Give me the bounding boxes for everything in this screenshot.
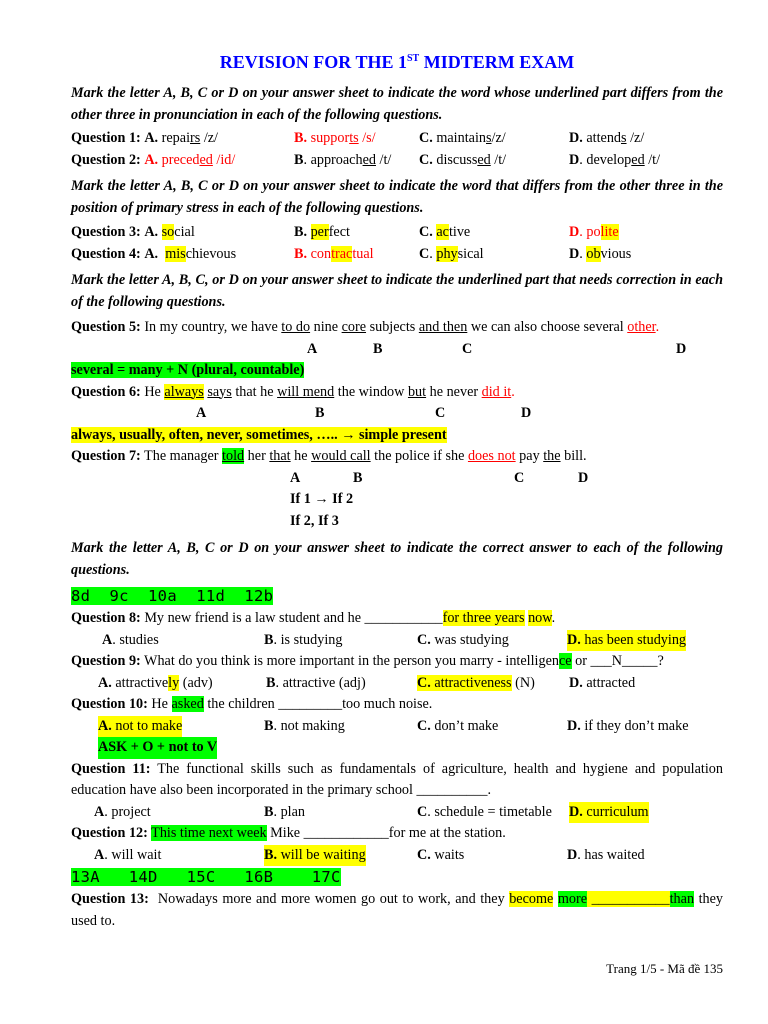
answer-letter: C bbox=[462, 340, 473, 357]
instruction-correct-answer: Mark the letter A, B, C or D on your answer sheet to indicate the correct answer to each of the following questions. bbox=[71, 540, 723, 578]
answer-letter: A bbox=[307, 340, 318, 357]
question-text: nine bbox=[310, 319, 342, 335]
option-text: tive bbox=[448, 224, 471, 240]
option-letter: C. bbox=[417, 846, 431, 863]
option-text: sical bbox=[457, 245, 484, 262]
highlighted-text: asked bbox=[171, 696, 204, 712]
option-text: chievous bbox=[185, 245, 237, 262]
highlighted-text: ly bbox=[168, 674, 180, 691]
question-text: Nowadays more and more women go out to work, and they bbox=[148, 891, 510, 907]
question-text: ___________ bbox=[587, 891, 670, 907]
option-text: . is studying bbox=[273, 631, 343, 648]
option-text: . bbox=[429, 245, 437, 262]
question-label: Question 6: bbox=[71, 383, 141, 400]
option-letter: A. bbox=[144, 245, 166, 262]
question-text: or ___N_____? bbox=[571, 653, 664, 669]
underlined-part: ts bbox=[349, 130, 359, 146]
question-5 bbox=[71, 317, 723, 339]
question-text: He bbox=[147, 696, 172, 712]
option-letter: B bbox=[264, 631, 274, 648]
option-letter: A. bbox=[98, 717, 112, 734]
question-text: he never bbox=[426, 383, 482, 400]
underlined-part: told bbox=[222, 448, 245, 464]
option-letter: B bbox=[294, 151, 304, 168]
option-text: . has waited bbox=[577, 846, 645, 863]
option-letter: A bbox=[94, 803, 105, 820]
question-text: In my country, we have bbox=[140, 319, 282, 335]
option-letter: D bbox=[567, 846, 578, 863]
option-text: . will wait bbox=[104, 846, 162, 863]
highlighted-text: become bbox=[509, 891, 554, 907]
option-text: /t/ bbox=[490, 151, 507, 168]
option-text: . studies bbox=[112, 631, 159, 648]
underlined-part: ed bbox=[631, 151, 645, 168]
answer-key-2 bbox=[71, 866, 723, 889]
option-letter: D. bbox=[569, 803, 583, 820]
option-text: . po bbox=[579, 224, 601, 240]
underlined-part: s bbox=[621, 130, 627, 146]
question-text: The functional skills such as fundamentals of agriculture, health and hygiene and population education have also been incorporated in the primary school __________. bbox=[71, 760, 723, 798]
question-text: the window bbox=[334, 383, 408, 400]
option-text: waits bbox=[430, 846, 465, 863]
question-10 bbox=[71, 694, 723, 716]
highlighted-syllable: trac bbox=[331, 245, 353, 262]
option-text: cial bbox=[174, 224, 195, 240]
option-letter: D. bbox=[567, 631, 581, 648]
highlighted-syllable: mis bbox=[165, 245, 186, 262]
highlighted-syllable: ac bbox=[436, 224, 449, 240]
option-letter: B. bbox=[294, 130, 308, 146]
question-text: the police if she bbox=[370, 448, 468, 464]
option-letter: B. bbox=[294, 224, 311, 240]
option-letter: D. bbox=[569, 130, 583, 146]
question-label: Question 9: bbox=[71, 653, 141, 669]
option-text: /id/ bbox=[212, 151, 236, 168]
answer-letter: B bbox=[315, 405, 325, 421]
option-text: /s/ bbox=[358, 130, 376, 146]
option-text: curriculum bbox=[582, 803, 649, 820]
option-letter: C. bbox=[417, 717, 431, 734]
question-label: Question 1: bbox=[71, 130, 141, 146]
highlighted-syllable: per bbox=[310, 224, 329, 240]
highlighted-text: ce bbox=[558, 653, 572, 669]
option-text: . not making bbox=[273, 717, 345, 734]
question-label: Question 2: bbox=[71, 151, 141, 168]
option-text: . plan bbox=[273, 803, 305, 820]
option-letter: B bbox=[264, 803, 274, 820]
option-letter: B. bbox=[264, 846, 278, 863]
title-text-end: MIDTERM EXAM bbox=[419, 52, 575, 72]
option-text: . attractive (adj) bbox=[275, 674, 366, 691]
question-text: . bbox=[551, 610, 556, 626]
option-text: preced bbox=[158, 151, 200, 168]
option-text: . schedule = timetable bbox=[427, 803, 552, 820]
option-text: /t/ bbox=[644, 151, 661, 168]
option-letter: C bbox=[417, 803, 428, 820]
underlined-part: ed bbox=[362, 151, 376, 168]
option-text: vious bbox=[600, 245, 632, 262]
question-text: Mike ____________for me at the station. bbox=[266, 825, 506, 841]
option-text: . develop bbox=[579, 151, 632, 168]
answer-letter: A bbox=[196, 405, 207, 421]
option-letter: A. bbox=[144, 224, 162, 240]
grammar-note: several = many + N (plural, countable) bbox=[71, 362, 305, 378]
option-text: maintain bbox=[432, 130, 486, 146]
question-text: subjects bbox=[366, 319, 419, 335]
question-label: Question 8: bbox=[71, 610, 141, 626]
answer-letter: D bbox=[521, 405, 532, 421]
option-text: . approach bbox=[303, 151, 363, 168]
question-13 bbox=[71, 889, 723, 932]
highlighted-syllable: so bbox=[161, 224, 175, 240]
option-letter: A. bbox=[144, 130, 159, 146]
answer-letter: B bbox=[373, 340, 383, 357]
option-text: (N) bbox=[511, 674, 535, 691]
option-text: discuss bbox=[432, 151, 478, 168]
highlighted-syllable: ob bbox=[586, 245, 601, 262]
option-letter: D bbox=[569, 245, 580, 262]
question-text: he bbox=[290, 448, 312, 464]
answer-letter: D bbox=[676, 340, 687, 357]
highlighted-text: for three years bbox=[442, 610, 525, 626]
option-letter: C. bbox=[417, 631, 431, 648]
option-letter: D bbox=[569, 151, 580, 168]
option-text: attractive bbox=[111, 674, 169, 691]
option-letter: B bbox=[266, 674, 276, 691]
question-text: . bbox=[655, 319, 660, 335]
question-8 bbox=[71, 608, 723, 630]
question-6-letters bbox=[71, 403, 723, 425]
answer-letter: C bbox=[435, 405, 446, 421]
underlined-part: and then bbox=[418, 319, 468, 335]
question-7-letters bbox=[71, 468, 723, 490]
option-text: /z/ bbox=[491, 130, 506, 146]
note-10 bbox=[71, 737, 723, 759]
underlined-part: that bbox=[269, 448, 291, 464]
question-label: Question 4: bbox=[71, 245, 141, 262]
option-text: attracted bbox=[582, 674, 636, 691]
underlined-part: always bbox=[164, 383, 204, 400]
question-text: bill. bbox=[560, 448, 587, 464]
underlined-part: s bbox=[486, 130, 492, 146]
underlined-part: but bbox=[407, 383, 427, 400]
underlined-part: the bbox=[543, 448, 561, 464]
option-letter: C. bbox=[419, 151, 433, 168]
question-text: they used to. bbox=[71, 891, 724, 929]
highlighted-syllable: lite bbox=[600, 224, 619, 240]
question-7 bbox=[71, 446, 723, 468]
option-text: repai bbox=[158, 130, 191, 146]
option-text: . bbox=[579, 245, 587, 262]
highlighted-syllable: phy bbox=[436, 245, 458, 262]
underlined-part: did it bbox=[481, 383, 512, 400]
note-7b bbox=[71, 511, 723, 533]
grammar-note: ASK + O + not to V bbox=[98, 737, 217, 759]
underlined-part: ed bbox=[477, 151, 491, 168]
underlined-part: ed bbox=[199, 151, 213, 168]
option-text: was studying bbox=[430, 631, 509, 648]
answer-letter: C bbox=[514, 469, 525, 486]
question-5-letters bbox=[71, 339, 723, 361]
note-6 bbox=[71, 425, 723, 447]
question-9-options bbox=[71, 673, 723, 695]
question-text: that he bbox=[231, 383, 278, 400]
question-label: Question 10: bbox=[71, 696, 148, 712]
option-text: /z/ bbox=[626, 130, 645, 146]
question-12-options bbox=[71, 845, 723, 867]
instruction-pronunciation: Mark the letter A, B, C or D on your answer sheet to indicate the word whose underlined part differs from the other three in pronunciation in each of the following questions. bbox=[71, 85, 723, 123]
option-text: don’t make bbox=[430, 717, 499, 734]
answer-key-1 bbox=[71, 585, 723, 608]
option-letter: C. bbox=[419, 224, 437, 240]
underlined-part: to do bbox=[281, 319, 311, 335]
answer-key: 8d 9c 10a 11d 12b bbox=[71, 587, 274, 605]
question-11 bbox=[71, 759, 723, 802]
page-title bbox=[71, 52, 723, 73]
instruction-stress: Mark the letter A, B, C or D on your answer sheet to indicate the word that differs from the other three in the position of primary stress in each of the following questions. bbox=[71, 178, 723, 216]
highlighted-text: now bbox=[528, 610, 552, 626]
option-text: con bbox=[307, 245, 332, 262]
underlined-part: rs bbox=[190, 130, 201, 146]
answer-letter: A bbox=[290, 469, 301, 486]
option-letter: A. bbox=[144, 151, 159, 168]
question-8-options bbox=[71, 630, 723, 652]
question-label: Question 5: bbox=[71, 319, 141, 335]
option-letter: D bbox=[569, 224, 580, 240]
question-4 bbox=[71, 244, 723, 266]
question-label: Question 7: bbox=[71, 448, 141, 464]
question-text: . bbox=[511, 383, 515, 400]
grammar-note: If 1 → If 2 bbox=[290, 491, 354, 507]
option-letter: B. bbox=[294, 245, 308, 262]
option-text: /t/ bbox=[375, 151, 392, 168]
title-text: REVISION FOR THE 1 bbox=[219, 52, 407, 72]
option-letter: C. bbox=[417, 674, 431, 691]
question-1 bbox=[71, 128, 723, 150]
answer-letter: B bbox=[353, 469, 363, 486]
question-text: the children _________too much noise. bbox=[203, 696, 433, 712]
question-10-options bbox=[71, 716, 723, 738]
page-footer: Trang 1/5 - Mã đề 135 bbox=[606, 961, 723, 976]
underlined-part: says bbox=[207, 383, 232, 400]
question-2 bbox=[71, 150, 723, 172]
answer-letter: D bbox=[578, 469, 589, 486]
note-5 bbox=[71, 360, 723, 382]
option-letter: A. bbox=[98, 674, 112, 691]
option-text: not to make bbox=[111, 717, 183, 734]
question-9 bbox=[71, 651, 723, 673]
option-letter: B bbox=[264, 717, 274, 734]
option-letter: A bbox=[102, 631, 113, 648]
question-text: pay bbox=[515, 448, 544, 464]
option-letter: A bbox=[94, 846, 105, 863]
question-3 bbox=[71, 222, 723, 244]
question-text: What do you think is more important in the person you marry - intelligen bbox=[140, 653, 559, 669]
note-7a bbox=[71, 489, 723, 511]
option-text: /z/ bbox=[200, 130, 218, 146]
option-text: . project bbox=[104, 803, 151, 820]
option-text: if they don’t make bbox=[580, 717, 689, 734]
option-letter: C bbox=[419, 245, 430, 262]
question-text: her bbox=[244, 448, 270, 464]
option-text: will be waiting bbox=[277, 846, 366, 863]
highlighted-text: more bbox=[557, 891, 588, 907]
underlined-part: will mend bbox=[277, 383, 335, 400]
document-page bbox=[71, 52, 723, 932]
underlined-part: does not bbox=[467, 448, 516, 464]
option-letter: C. bbox=[419, 130, 433, 146]
option-text: has been studying bbox=[580, 631, 687, 648]
instruction-correction: Mark the letter A, B, C, or D on your answer sheet to indicate the underlined part that needs correction in each of the following questions. bbox=[71, 272, 723, 310]
option-text: tual bbox=[352, 245, 374, 262]
grammar-note: always, usually, often, never, sometimes, ….. → simple present bbox=[71, 426, 447, 443]
option-text: suppor bbox=[307, 130, 350, 146]
question-label: Question 3: bbox=[71, 224, 141, 240]
question-text: The manager bbox=[140, 448, 223, 464]
option-text: (adv) bbox=[179, 674, 213, 691]
option-text: attractiveness bbox=[430, 674, 512, 691]
question-12 bbox=[71, 823, 723, 845]
question-11-options bbox=[71, 802, 723, 824]
underlined-part: would call bbox=[311, 448, 371, 464]
question-label: Question 12: bbox=[71, 825, 148, 841]
option-letter: D. bbox=[567, 717, 581, 734]
question-text: we can also choose several bbox=[467, 319, 628, 335]
title-sup: ST bbox=[406, 53, 420, 64]
underlined-part: core bbox=[341, 319, 367, 335]
option-text: attend bbox=[582, 130, 622, 146]
option-letter: D. bbox=[569, 674, 583, 691]
highlighted-text: This time next week bbox=[151, 825, 267, 841]
question-text: He bbox=[140, 383, 165, 400]
option-text: fect bbox=[328, 224, 350, 240]
highlighted-text: than bbox=[669, 891, 695, 907]
question-label: Question 13: bbox=[71, 891, 149, 907]
underlined-part: other bbox=[627, 319, 656, 335]
question-text: My new friend is a law student and he ___________ bbox=[140, 610, 443, 626]
question-6 bbox=[71, 382, 723, 404]
grammar-note: If 2, If 3 bbox=[290, 512, 339, 529]
answer-key: 13A 14D 15C 16B 17C bbox=[71, 868, 341, 886]
question-label: Question 11: bbox=[71, 760, 151, 777]
